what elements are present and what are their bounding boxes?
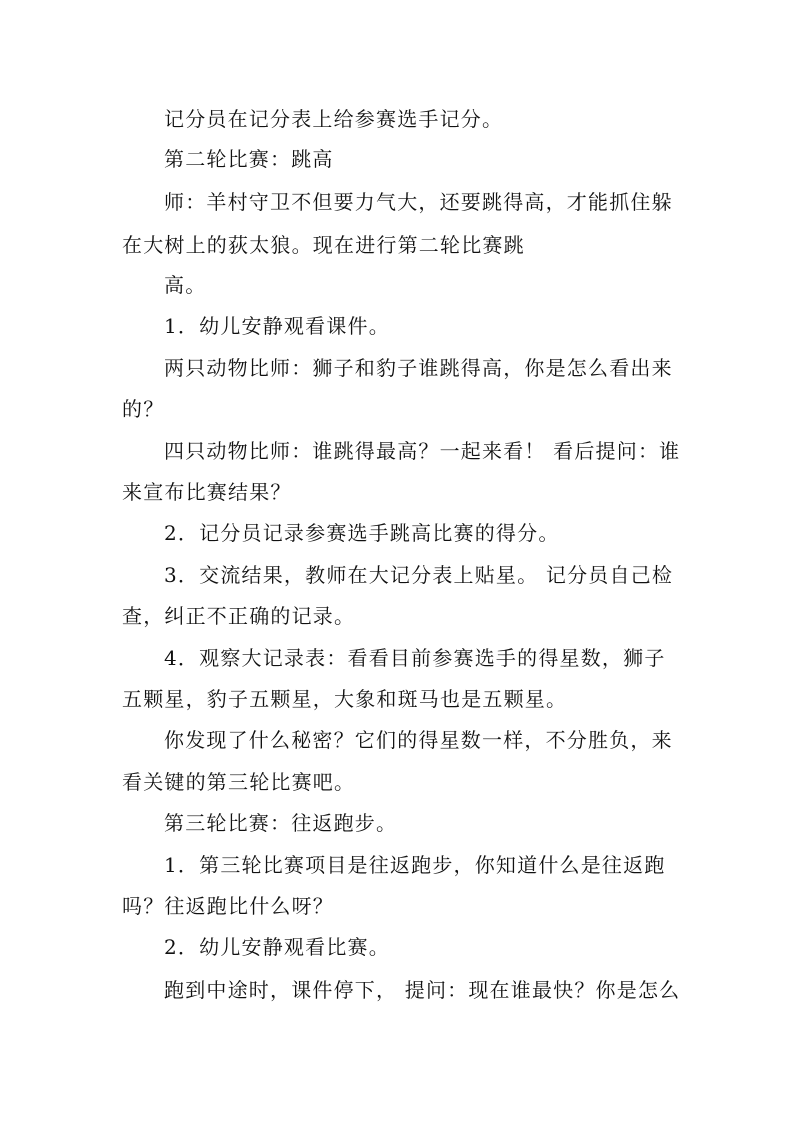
text-line-1: 记分员在记分表上给参赛选手记分。 [164,107,504,131]
text-line-17: 看关键的第三轮比赛吧。 [122,770,356,794]
text-line-12: 3．交流结果，教师在大记分表上贴星。 记分员自己检 [164,563,674,587]
text-line-6: 1．幼儿安静观看课件。 [164,314,390,338]
text-line-10: 来宣布比赛结果？ [122,480,292,504]
text-line-2: 第二轮比赛：跳高 [164,147,334,171]
text-line-3: 师：羊村守卫不但要力气大，还要跳得高，才能抓住躲 [164,190,673,214]
text-line-11: 2．记分员记录参赛选手跳高比赛的得分。 [164,521,560,545]
text-line-14: 4．观察大记录表：看看目前参赛选手的得星数，狮子 [164,646,666,670]
text-line-19: 1．第三轮比赛项目是往返跑步，你知道什么是往返跑 [164,853,666,877]
text-line-15: 五颗星，豹子五颗星，大象和斑马也是五颗星。 [122,687,568,711]
text-line-16: 你发现了什么秘密？它们的得星数一样，不分胜负，来 [164,728,673,752]
text-line-8: 的？ [122,397,165,421]
text-line-4: 在大树上的荻太狼。现在进行第二轮比赛跳 [122,233,525,257]
text-line-22: 跑到中途时，课件停下， 提问：现在谁最快？你是怎么 [164,978,681,1002]
text-line-5: 高。 [164,273,207,297]
text-line-13: 查，纠正不正确的记录。 [122,604,356,628]
text-line-18: 第三轮比赛：往返跑步。 [164,811,398,835]
text-line-9: 四只动物比师：谁跳得最高？一起来看！ 看后提问：谁 [164,439,681,463]
text-line-20: 吗？往返跑比什么呀？ [122,894,334,918]
text-line-7: 两只动物比师：狮子和豹子谁跳得高，你是怎么看出来 [164,356,673,380]
text-line-21: 2．幼儿安静观看比赛。 [164,935,390,959]
